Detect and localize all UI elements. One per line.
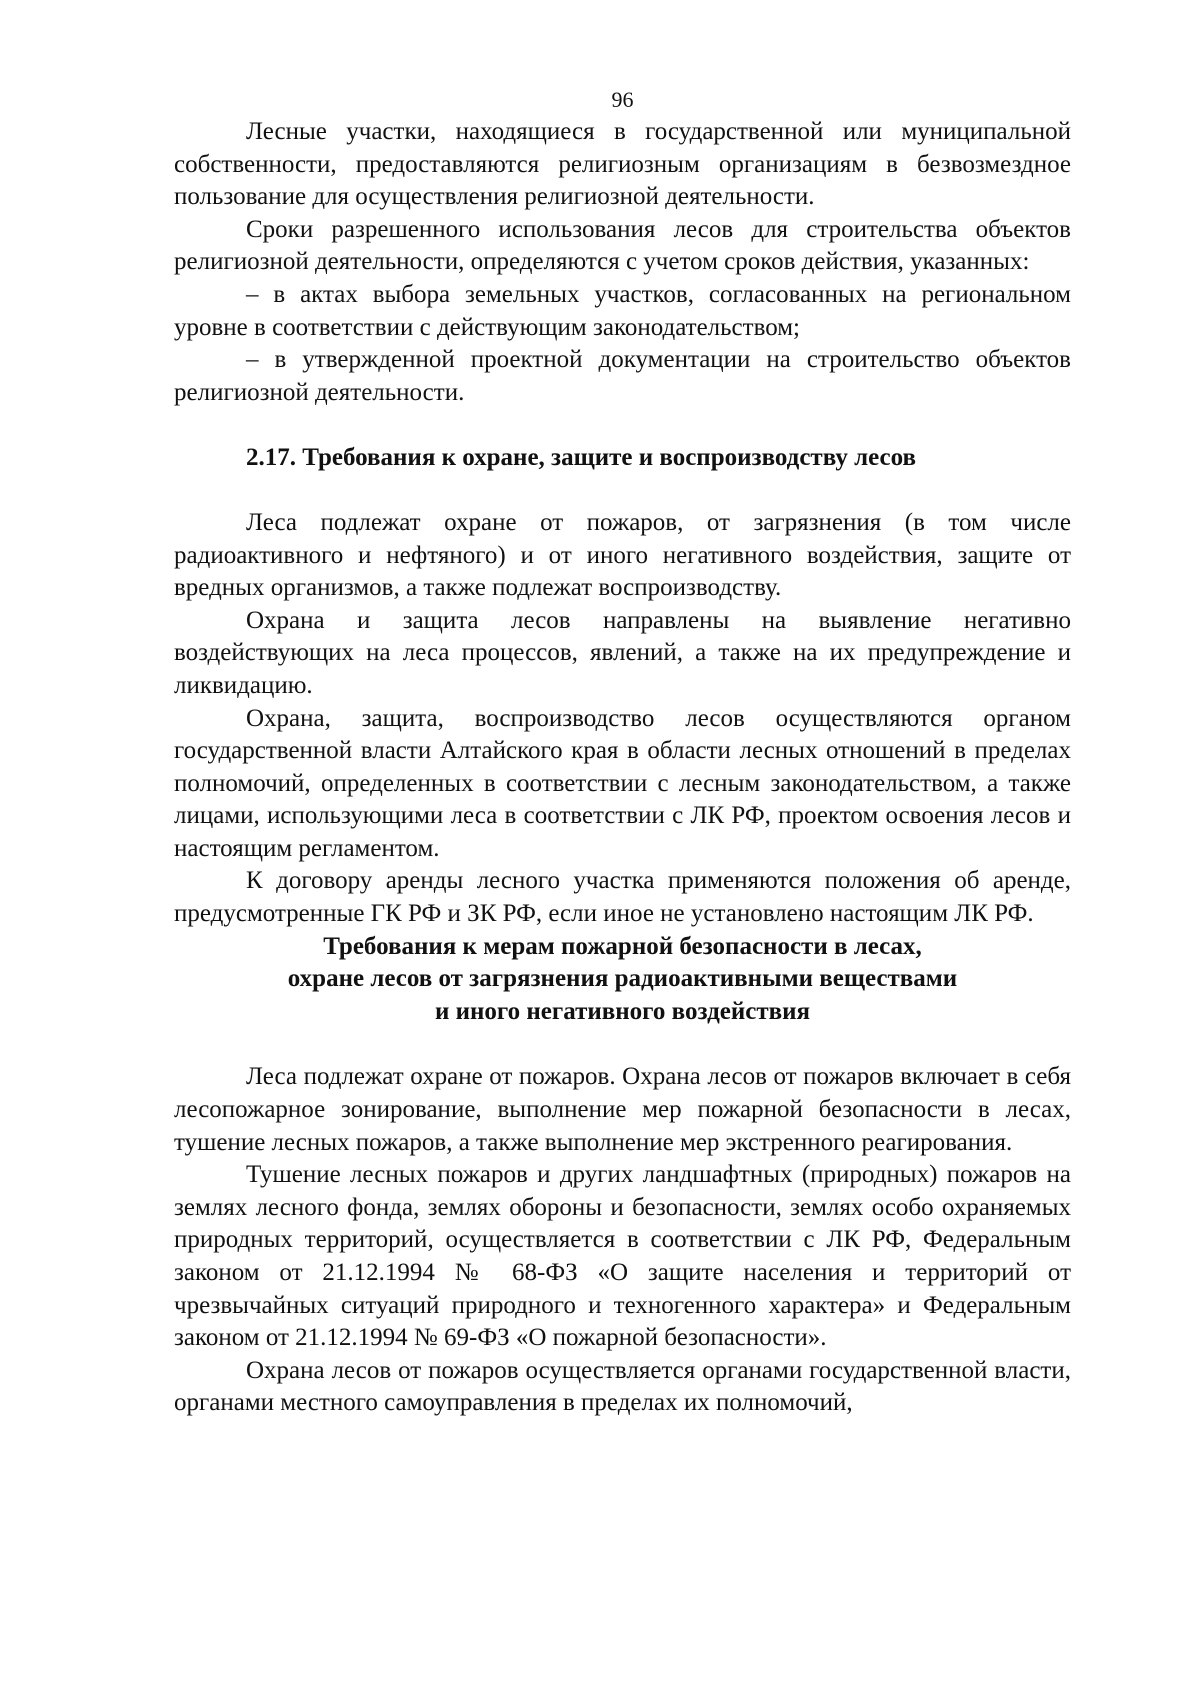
paragraph: Охрана лесов от пожаров осуществляется органами государственной власти, органами местного самоуправления в пределах их полномочий, [174, 1356, 1071, 1417]
paragraph: Леса подлежат охране от пожаров, от загрязнения (в том числе радиоактивного и нефтяного) и от иного негативного воздействия, защите от вредных организмов, а также подлежат воспроизводству. [174, 508, 1071, 602]
sub-heading-line: Требования к мерам пожарной безопасности в лесах, [323, 932, 922, 960]
list-item: – в утвержденной проектной документации на строительство объектов религиозной деятельности. [174, 346, 1071, 406]
paragraph: Лесные участки, находящиеся в государственной или муниципальной собственности, предоставляются религиозным организациям в безвозмездное пользование для осуществления религиозной деятельности. [174, 118, 1071, 211]
paragraph: Охрана, защита, воспроизводство лесов осуществляются органом государственной власти Алтайского края в области лесных отношений в пределах полномочий, определенных в соответствии с лесным законодательством, а также лицами, использующими леса в соответствии с ЛК РФ, проектом освоения лесов и настоящим регламентом. [174, 704, 1071, 862]
sub-heading-line: и иного негативного воздействия [434, 997, 811, 1025]
page-number: 96 [611, 87, 634, 112]
sub-heading-line: охране лесов от загрязнения радиоактивными веществами [287, 965, 958, 993]
middle-text-block [174, 507, 1071, 931]
paragraph: Тушение лесных пожаров и других ландшафтных (природных) пожаров на землях лесного фонда, землях обороны и безопасности, землях особо охраняемых природных территорий, осуществляется в соответствии с ЛК РФ, Федеральным законом от 21.12.1994 № 68-ФЗ «О защите населения и территорий от чрезвычайных ситуаций природного и техногенного характера» и Федеральным законом от 21.12.1994 № 69-ФЗ «О пожарной безопасности». [174, 1161, 1071, 1352]
paragraph: Сроки разрешенного использования лесов для строительства объектов религиозной деятельности, определяются с учетом сроков действия, указанных: [174, 215, 1071, 276]
top-text-block [174, 116, 1071, 409]
paragraph: Охрана и защита лесов направлены на выявление негативно воздействующих на леса процессов, явлений, а также на их предупреждение и ликвидацию. [174, 606, 1071, 699]
paragraph: К договору аренды лесного участка применяются положения об аренде, предусмотренные ГК РФ и ЗК РФ, если иное не установлено настоящим ЛК РФ. [174, 867, 1071, 928]
bottom-text-block [174, 1061, 1071, 1420]
list-item: – в актах выбора земельных участков, согласованных на региональном уровне в соответствии с действующим законодательством; [174, 280, 1071, 341]
section-heading: 2.17. Требования к охране, защите и воспроизводству лесов [246, 444, 916, 472]
paragraph: Леса подлежат охране от пожаров. Охрана лесов от пожаров включает в себя лесопожарное зонирование, выполнение мер пожарной безопасности в лесах, тушение лесных пожаров, а также выполнение мер экстренного реагирования. [174, 1063, 1071, 1156]
sub-heading [174, 931, 1071, 1029]
